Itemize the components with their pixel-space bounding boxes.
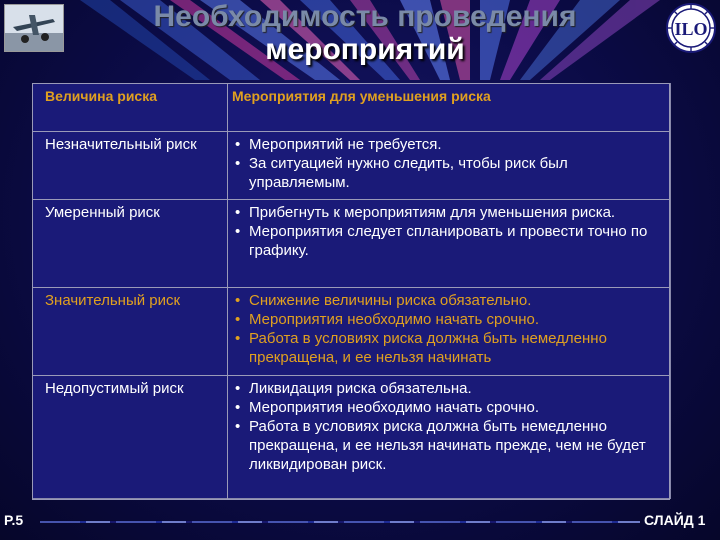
table-row — [33, 132, 670, 200]
table-header-row — [33, 84, 670, 132]
risk-measures-table — [32, 83, 670, 500]
measure-item: • Мероприятий не требуется. — [232, 135, 663, 154]
footer-divider — [40, 521, 640, 523]
risk-level-cell — [33, 132, 228, 200]
measure-item: • Мероприятия необходимо начать срочно. — [232, 310, 663, 329]
measures-cell — [228, 376, 670, 500]
measures-cell — [228, 132, 670, 200]
measures-cell — [228, 288, 670, 376]
risk-level-cell — [33, 288, 228, 376]
page-code: P.5 — [4, 512, 24, 528]
measure-item: • За ситуацией нужно следить, чтобы риск был управляемым. — [232, 154, 663, 192]
measure-item: • Ликвидация риска обязательна. — [232, 379, 663, 398]
risk-level-label: Недопустимый риск — [45, 380, 184, 397]
risk-level-cell — [33, 200, 228, 288]
title-line-2: мероприятий — [265, 33, 465, 66]
measures-cell — [228, 200, 670, 288]
risk-level-cell — [33, 376, 228, 500]
measure-item: • Работа в условиях риска должна быть немедленно прекращена, и ее нельзя начинать прежде, чем не будет ликвидирован риск. — [232, 417, 663, 474]
risk-level-label: Значительный риск — [45, 292, 181, 309]
ilo-emblem-icon — [664, 2, 718, 54]
svg-text:ILO: ILO — [674, 19, 708, 39]
table-row — [33, 288, 670, 376]
title-line-1: Необходимость проведения — [153, 0, 577, 33]
header-risk-level: Величина риска — [33, 84, 228, 132]
aviation-photo-icon — [4, 4, 64, 52]
measure-item: • Работа в условиях риска должна быть немедленно прекращена, и ее нельзя начинать — [232, 329, 663, 367]
measure-item: • Мероприятия следует спланировать и провести точно по графику. — [232, 222, 663, 260]
measure-item: • Снижение величины риска обязательно. — [232, 291, 663, 310]
measure-item: • Мероприятия необходимо начать срочно. — [232, 398, 663, 417]
table-row — [33, 200, 670, 288]
risk-level-label: Незначительный риск — [45, 136, 197, 153]
table-row — [33, 376, 670, 500]
slide-title — [95, 0, 635, 66]
header-measures: Мероприятия для уменьшения риска — [228, 84, 670, 132]
risk-level-label: Умеренный риск — [45, 204, 160, 221]
slide-number: СЛАЙД 1 — [644, 512, 706, 528]
measure-item: • Прибегнуть к мероприятиям для уменьшения риска. — [232, 203, 663, 222]
